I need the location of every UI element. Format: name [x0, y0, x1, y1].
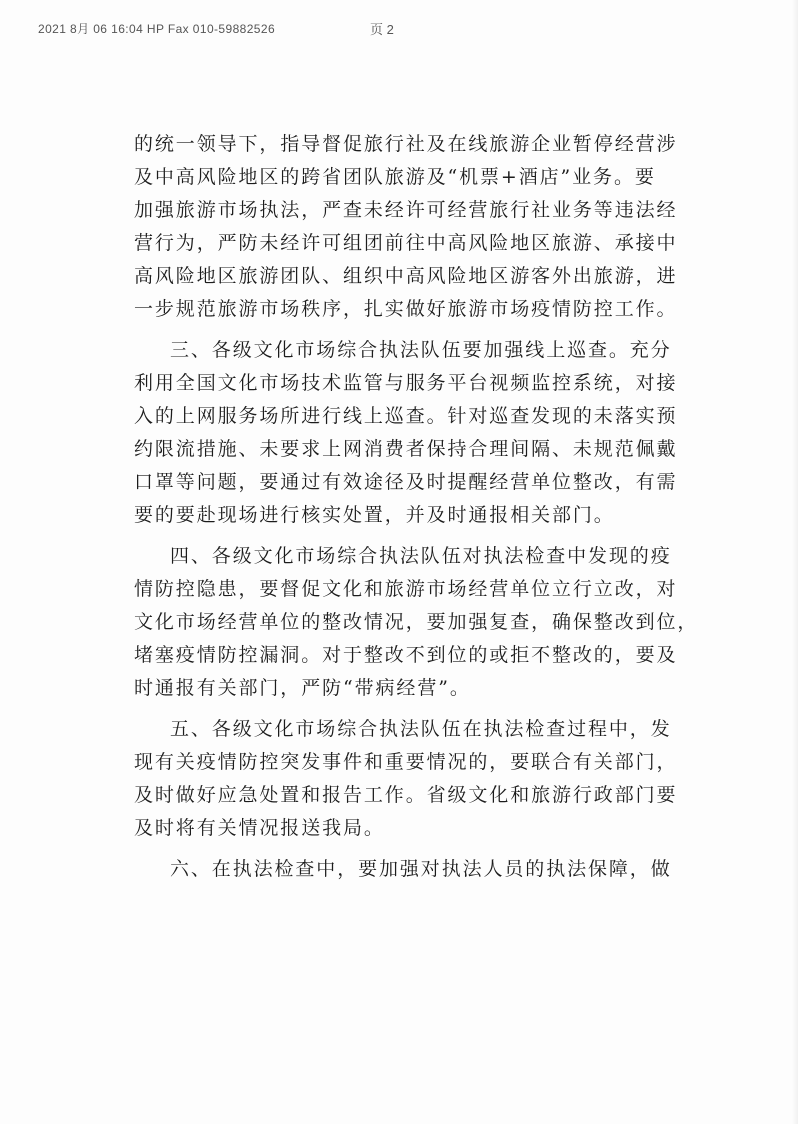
paragraph-section-4: [134, 540, 699, 705]
text-line: 约限流措施、未要求上网消费者保持合理间隔、未规范佩戴: [134, 438, 678, 460]
text-line: 营行为，严防未经许可组团前往中高风险地区旅游、承接中: [134, 232, 678, 254]
text-line: 要的要赴现场进行核实处置，并及时通报相关部门。: [134, 504, 615, 526]
text-line: 的统一领导下，指导督促旅行社及在线旅游企业暂停经营涉: [134, 133, 678, 155]
text-line: 四、各级文化市场综合执法队伍对执法检查中发现的疫: [170, 545, 672, 567]
text-line: 口罩等问题，要通过有效途径及时提醒经营单位整改，有需: [134, 471, 678, 493]
paragraph-section-6: [134, 853, 694, 886]
fax-header: [38, 20, 758, 40]
text-line: 及中高风险地区的跨省团队旅游及“机票+酒店”业务。要: [134, 166, 656, 188]
fax-transmission-line: 2021 8月 06 16:04 HP Fax 010-59882526: [38, 22, 276, 36]
text-line: 文化市场经营单位的整改情况，要加强复查，确保整改到位，: [134, 611, 699, 633]
page-number-label: 页 2: [370, 22, 394, 37]
text-line: 情防控隐患，要督促文化和旅游市场经营单位立行立改，对: [134, 578, 678, 600]
scan-edge-shadow: [792, 0, 798, 1124]
text-line: 时通报有关部门，严防“带病经营”。: [134, 677, 471, 699]
text-line: 高风险地区旅游团队、组织中高风险地区游客外出旅游，进: [134, 265, 678, 287]
text-line: 及时做好应急处置和报告工作。省级文化和旅游行政部门要: [134, 784, 678, 806]
text-line: 堵塞疫情防控漏洞。对于整改不到位的或拒不整改的，要及: [134, 644, 678, 666]
text-line: 加强旅游市场执法，严查未经许可经营旅行社业务等违法经: [134, 199, 678, 221]
text-line: 入的上网服务场所进行线上巡查。针对巡查发现的未落实预: [134, 405, 678, 427]
text-line: 现有关疫情防控突发事件和重要情况的，要联合有关部门，: [134, 751, 678, 773]
paragraph-section-5: [134, 713, 694, 845]
paragraph-section-3: [134, 334, 694, 532]
document-body: [134, 128, 699, 886]
text-line: 三、各级文化市场综合执法队伍要加强线上巡查。充分: [170, 339, 672, 361]
text-line: 及时将有关情况报送我局。: [134, 817, 385, 839]
paragraph-continuation: [134, 128, 694, 326]
text-line: 五、各级文化市场综合执法队伍在执法检查过程中，发: [170, 718, 672, 740]
text-line: 六、在执法检查中，要加强对执法人员的执法保障，做: [170, 858, 672, 880]
text-line: 一步规范旅游市场秩序，扎实做好旅游市场疫情防控工作。: [134, 298, 678, 320]
text-line: 利用全国文化市场技术监管与服务平台视频监控系统，对接: [134, 372, 678, 394]
